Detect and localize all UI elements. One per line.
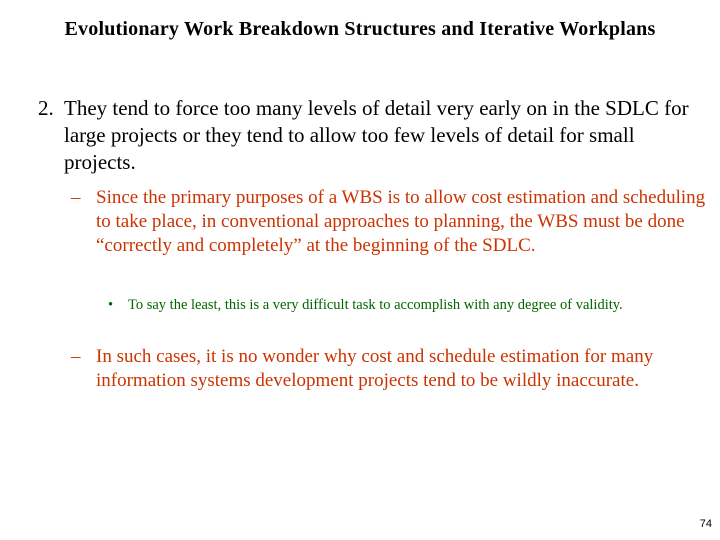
main-point xyxy=(38,95,709,176)
main-point-marker: 2. xyxy=(38,96,54,120)
page-number: 74 xyxy=(699,518,712,530)
sub-point-1-marker: – xyxy=(71,187,81,208)
sub-point-2 xyxy=(71,345,706,393)
sub-sub-point-text: To say the least, this is a very difficult task to accomplish with any degree of validity. xyxy=(128,297,623,313)
sub-point-2-text: In such cases, it is no wonder why cost and schedule estimation for many information systems development projects tend to be wildly inaccurate. xyxy=(96,346,654,391)
sub-point-1-text: Since the primary purposes of a WBS is to allow cost estimation and scheduling to take place, in conventional approaches to planning, the WBS must be done “correctly and completely” at the beginning of the SDLC. xyxy=(96,187,706,256)
main-point-text: They tend to force too many levels of detail very early on in the SDLC for large projects or they tend to allow too few levels of detail for small projects. xyxy=(64,96,689,174)
slide-title: Evolutionary Work Breakdown Structures and Iterative Workplans xyxy=(64,18,656,40)
sub-sub-point xyxy=(108,295,688,315)
sub-sub-point-marker: • xyxy=(108,297,114,313)
sub-point-2-marker: – xyxy=(71,346,81,367)
sub-point-1 xyxy=(71,186,706,258)
